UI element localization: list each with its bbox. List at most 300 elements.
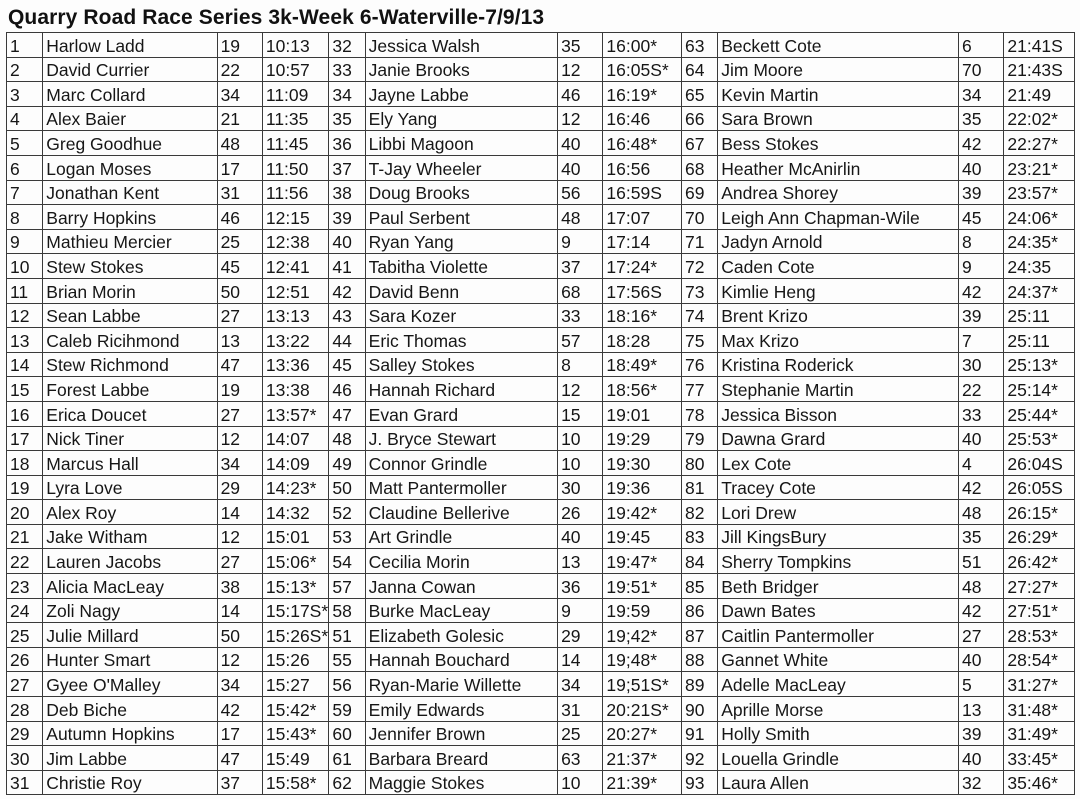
finish-time-cell: 15:01 (262, 524, 328, 549)
table-row (7, 33, 1075, 58)
finish-time-cell: 14:07 (262, 426, 328, 451)
runner-name-cell: Tracey Cote (718, 475, 959, 500)
runner-name-cell: Ely Yang (365, 106, 557, 131)
age-cell: 40 (959, 426, 1004, 451)
runner-name-cell: Andrea Shorey (718, 180, 959, 205)
runner-name-cell: Jonathan Kent (43, 180, 217, 205)
age-cell: 31 (558, 697, 603, 722)
place-cell: 76 (681, 352, 717, 377)
age-cell: 42 (217, 697, 262, 722)
age-cell: 51 (959, 549, 1004, 574)
runner-name-cell: Brian Morin (43, 278, 217, 303)
runner-name-cell: Logan Moses (43, 155, 217, 180)
runner-name-cell: Zoli Nagy (43, 598, 217, 623)
age-cell: 27 (217, 401, 262, 426)
place-cell: 91 (681, 721, 717, 746)
runner-name-cell: Brent Krizo (718, 303, 959, 328)
finish-time-cell: 19:01 (603, 401, 682, 426)
place-cell: 25 (7, 623, 43, 648)
runner-name-cell: Ryan Yang (365, 229, 557, 254)
place-cell: 5 (7, 131, 43, 156)
runner-name-cell: Stephanie Martin (718, 377, 959, 402)
finish-time-cell: 19:51* (603, 574, 682, 599)
runner-name-cell: Sean Labbe (43, 303, 217, 328)
finish-time-cell: 12:51 (262, 278, 328, 303)
table-row (7, 672, 1075, 697)
place-cell: 24 (7, 598, 43, 623)
age-cell: 21 (217, 106, 262, 131)
place-cell: 51 (329, 623, 365, 648)
runner-name-cell: Janie Brooks (365, 57, 557, 82)
age-cell: 17 (217, 721, 262, 746)
finish-time-cell: 28:54* (1004, 647, 1075, 672)
place-cell: 87 (681, 623, 717, 648)
runner-name-cell: Alex Baier (43, 106, 217, 131)
runner-name-cell: Heather McAnirlin (718, 155, 959, 180)
place-cell: 8 (7, 205, 43, 230)
runner-name-cell: Erica Doucet (43, 401, 217, 426)
table-row (7, 352, 1075, 377)
runner-name-cell: Forest Labbe (43, 377, 217, 402)
finish-time-cell: 26:42* (1004, 549, 1075, 574)
age-cell: 9 (959, 254, 1004, 279)
table-row (7, 697, 1075, 722)
runner-name-cell: Kimlie Heng (718, 278, 959, 303)
place-cell: 93 (681, 770, 717, 795)
finish-time-cell: 20:27* (603, 721, 682, 746)
table-row (7, 328, 1075, 353)
place-cell: 69 (681, 180, 717, 205)
runner-name-cell: Maggie Stokes (365, 770, 557, 795)
place-cell: 33 (329, 57, 365, 82)
age-cell: 39 (959, 303, 1004, 328)
runner-name-cell: Leigh Ann Chapman-Wile (718, 205, 959, 230)
finish-time-cell: 13:57* (262, 401, 328, 426)
age-cell: 12 (558, 106, 603, 131)
age-cell: 35 (959, 524, 1004, 549)
finish-time-cell: 18:56* (603, 377, 682, 402)
age-cell: 56 (558, 180, 603, 205)
place-cell: 22 (7, 549, 43, 574)
place-cell: 36 (329, 131, 365, 156)
age-cell: 48 (959, 574, 1004, 599)
results-table (6, 32, 1075, 795)
finish-time-cell: 15:06* (262, 549, 328, 574)
place-cell: 85 (681, 574, 717, 599)
runner-name-cell: Hunter Smart (43, 647, 217, 672)
place-cell: 81 (681, 475, 717, 500)
age-cell: 34 (959, 82, 1004, 107)
age-cell: 25 (558, 721, 603, 746)
finish-time-cell: 11:56 (262, 180, 328, 205)
place-cell: 46 (329, 377, 365, 402)
finish-time-cell: 19:29 (603, 426, 682, 451)
age-cell: 70 (959, 57, 1004, 82)
finish-time-cell: 12:41 (262, 254, 328, 279)
age-cell: 34 (558, 672, 603, 697)
runner-name-cell: Cecilia Morin (365, 549, 557, 574)
place-cell: 26 (7, 647, 43, 672)
place-cell: 30 (7, 746, 43, 771)
finish-time-cell: 16:00* (603, 33, 682, 58)
runner-name-cell: David Benn (365, 278, 557, 303)
place-cell: 16 (7, 401, 43, 426)
finish-time-cell: 25:13* (1004, 352, 1075, 377)
table-row (7, 524, 1075, 549)
age-cell: 57 (558, 328, 603, 353)
finish-time-cell: 12:15 (262, 205, 328, 230)
document-title: Quarry Road Race Series 3k-Week 6-Waterville-7/9/13 (8, 6, 545, 29)
runner-name-cell: Lyra Love (43, 475, 217, 500)
age-cell: 10 (558, 770, 603, 795)
runner-name-cell: Salley Stokes (365, 352, 557, 377)
table-row (7, 377, 1075, 402)
finish-time-cell: 35:46* (1004, 770, 1075, 795)
age-cell: 9 (558, 598, 603, 623)
finish-time-cell: 19:42* (603, 500, 682, 525)
finish-time-cell: 25:11 (1004, 328, 1075, 353)
age-cell: 15 (558, 401, 603, 426)
finish-time-cell: 19:59 (603, 598, 682, 623)
finish-time-cell: 15:42* (262, 697, 328, 722)
age-cell: 48 (959, 500, 1004, 525)
age-cell: 4 (959, 451, 1004, 476)
table-row (7, 131, 1075, 156)
age-cell: 30 (558, 475, 603, 500)
runner-name-cell: Gannet White (718, 647, 959, 672)
runner-name-cell: Jessica Bisson (718, 401, 959, 426)
place-cell: 64 (681, 57, 717, 82)
place-cell: 6 (7, 155, 43, 180)
place-cell: 79 (681, 426, 717, 451)
finish-time-cell: 15:26S* (262, 623, 328, 648)
age-cell: 8 (959, 229, 1004, 254)
runner-name-cell: Sara Kozer (365, 303, 557, 328)
age-cell: 39 (959, 180, 1004, 205)
finish-time-cell: 13:13 (262, 303, 328, 328)
place-cell: 60 (329, 721, 365, 746)
age-cell: 29 (558, 623, 603, 648)
finish-time-cell: 13:22 (262, 328, 328, 353)
runner-name-cell: Sara Brown (718, 106, 959, 131)
runner-name-cell: Lex Cote (718, 451, 959, 476)
age-cell: 12 (217, 426, 262, 451)
runner-name-cell: David Currier (43, 57, 217, 82)
place-cell: 84 (681, 549, 717, 574)
finish-time-cell: 16:48* (603, 131, 682, 156)
place-cell: 92 (681, 746, 717, 771)
runner-name-cell: Adelle MacLeay (718, 672, 959, 697)
finish-time-cell: 23:21* (1004, 155, 1075, 180)
runner-name-cell: Dawn Bates (718, 598, 959, 623)
runner-name-cell: Jadyn Arnold (718, 229, 959, 254)
finish-time-cell: 21:39* (603, 770, 682, 795)
finish-time-cell: 10:13 (262, 33, 328, 58)
place-cell: 41 (329, 254, 365, 279)
finish-time-cell: 26:04S (1004, 451, 1075, 476)
finish-time-cell: 19;51S* (603, 672, 682, 697)
table-row (7, 278, 1075, 303)
place-cell: 66 (681, 106, 717, 131)
place-cell: 38 (329, 180, 365, 205)
runner-name-cell: Hannah Richard (365, 377, 557, 402)
age-cell: 34 (217, 451, 262, 476)
table-row (7, 180, 1075, 205)
age-cell: 27 (217, 549, 262, 574)
runner-name-cell: Jill KingsBury (718, 524, 959, 549)
place-cell: 74 (681, 303, 717, 328)
finish-time-cell: 31:27* (1004, 672, 1075, 697)
age-cell: 7 (959, 328, 1004, 353)
place-cell: 78 (681, 401, 717, 426)
place-cell: 61 (329, 746, 365, 771)
runner-name-cell: Max Krizo (718, 328, 959, 353)
finish-time-cell: 25:44* (1004, 401, 1075, 426)
place-cell: 53 (329, 524, 365, 549)
age-cell: 10 (558, 426, 603, 451)
table-row (7, 721, 1075, 746)
age-cell: 40 (959, 746, 1004, 771)
place-cell: 45 (329, 352, 365, 377)
age-cell: 40 (558, 155, 603, 180)
age-cell: 13 (558, 549, 603, 574)
table-row (7, 623, 1075, 648)
age-cell: 26 (558, 500, 603, 525)
runner-name-cell: Paul Serbent (365, 205, 557, 230)
place-cell: 2 (7, 57, 43, 82)
runner-name-cell: Jake Witham (43, 524, 217, 549)
age-cell: 50 (217, 623, 262, 648)
age-cell: 17 (217, 155, 262, 180)
finish-time-cell: 11:09 (262, 82, 328, 107)
finish-time-cell: 13:38 (262, 377, 328, 402)
finish-time-cell: 25:11 (1004, 303, 1075, 328)
finish-time-cell: 14:09 (262, 451, 328, 476)
place-cell: 90 (681, 697, 717, 722)
runner-name-cell: Aprille Morse (718, 697, 959, 722)
place-cell: 83 (681, 524, 717, 549)
finish-time-cell: 18:49* (603, 352, 682, 377)
finish-time-cell: 17:56S (603, 278, 682, 303)
place-cell: 57 (329, 574, 365, 599)
finish-time-cell: 24:37* (1004, 278, 1075, 303)
table-row (7, 57, 1075, 82)
runner-name-cell: Autumn Hopkins (43, 721, 217, 746)
runner-name-cell: Evan Grard (365, 401, 557, 426)
age-cell: 12 (217, 524, 262, 549)
age-cell: 14 (558, 647, 603, 672)
table-row (7, 549, 1075, 574)
finish-time-cell: 16:56 (603, 155, 682, 180)
age-cell: 19 (217, 377, 262, 402)
finish-time-cell: 15:43* (262, 721, 328, 746)
table-row (7, 106, 1075, 131)
place-cell: 28 (7, 697, 43, 722)
runner-name-cell: Libbi Magoon (365, 131, 557, 156)
age-cell: 12 (558, 377, 603, 402)
table-row (7, 475, 1075, 500)
age-cell: 9 (558, 229, 603, 254)
runner-name-cell: Ryan-Marie Willette (365, 672, 557, 697)
table-row (7, 574, 1075, 599)
place-cell: 37 (329, 155, 365, 180)
finish-time-cell: 15:27 (262, 672, 328, 697)
age-cell: 5 (959, 672, 1004, 697)
runner-name-cell: Alicia MacLeay (43, 574, 217, 599)
table-row (7, 426, 1075, 451)
finish-time-cell: 16:46 (603, 106, 682, 131)
runner-name-cell: J. Bryce Stewart (365, 426, 557, 451)
finish-time-cell: 26:29* (1004, 524, 1075, 549)
runner-name-cell: Kristina Roderick (718, 352, 959, 377)
age-cell: 25 (217, 229, 262, 254)
finish-time-cell: 26:05S (1004, 475, 1075, 500)
runner-name-cell: Stew Richmond (43, 352, 217, 377)
runner-name-cell: Marc Collard (43, 82, 217, 107)
runner-name-cell: Doug Brooks (365, 180, 557, 205)
runner-name-cell: Mathieu Mercier (43, 229, 217, 254)
age-cell: 40 (558, 524, 603, 549)
finish-time-cell: 31:48* (1004, 697, 1075, 722)
finish-time-cell: 10:57 (262, 57, 328, 82)
finish-time-cell: 11:35 (262, 106, 328, 131)
place-cell: 29 (7, 721, 43, 746)
runner-name-cell: Caitlin Pantermoller (718, 623, 959, 648)
finish-time-cell: 33:45* (1004, 746, 1075, 771)
runner-name-cell: Gyee O'Malley (43, 672, 217, 697)
place-cell: 50 (329, 475, 365, 500)
table-row (7, 401, 1075, 426)
age-cell: 13 (959, 697, 1004, 722)
finish-time-cell: 23:57* (1004, 180, 1075, 205)
table-row (7, 746, 1075, 771)
place-cell: 63 (681, 33, 717, 58)
place-cell: 34 (329, 82, 365, 107)
age-cell: 34 (217, 672, 262, 697)
finish-time-cell: 18:28 (603, 328, 682, 353)
runner-name-cell: T-Jay Wheeler (365, 155, 557, 180)
table-row (7, 254, 1075, 279)
runner-name-cell: Tabitha Violette (365, 254, 557, 279)
place-cell: 77 (681, 377, 717, 402)
age-cell: 6 (959, 33, 1004, 58)
finish-time-cell: 14:23* (262, 475, 328, 500)
place-cell: 58 (329, 598, 365, 623)
runner-name-cell: Barry Hopkins (43, 205, 217, 230)
place-cell: 44 (329, 328, 365, 353)
place-cell: 35 (329, 106, 365, 131)
age-cell: 68 (558, 278, 603, 303)
age-cell: 27 (217, 303, 262, 328)
finish-time-cell: 16:59S (603, 180, 682, 205)
place-cell: 52 (329, 500, 365, 525)
table-row (7, 770, 1075, 795)
finish-time-cell: 15:26 (262, 647, 328, 672)
finish-time-cell: 15:13* (262, 574, 328, 599)
finish-time-cell: 21:43S (1004, 57, 1075, 82)
place-cell: 39 (329, 205, 365, 230)
runner-name-cell: Lori Drew (718, 500, 959, 525)
finish-time-cell: 19;42* (603, 623, 682, 648)
place-cell: 49 (329, 451, 365, 476)
age-cell: 34 (217, 82, 262, 107)
runner-name-cell: Eric Thomas (365, 328, 557, 353)
table-row (7, 82, 1075, 107)
age-cell: 47 (217, 746, 262, 771)
runner-name-cell: Louella Grindle (718, 746, 959, 771)
runner-name-cell: Laura Allen (718, 770, 959, 795)
finish-time-cell: 26:15* (1004, 500, 1075, 525)
runner-name-cell: Lauren Jacobs (43, 549, 217, 574)
age-cell: 13 (217, 328, 262, 353)
place-cell: 40 (329, 229, 365, 254)
age-cell: 22 (959, 377, 1004, 402)
place-cell: 73 (681, 278, 717, 303)
runner-name-cell: Matt Pantermoller (365, 475, 557, 500)
age-cell: 42 (959, 278, 1004, 303)
runner-name-cell: Deb Biche (43, 697, 217, 722)
place-cell: 23 (7, 574, 43, 599)
age-cell: 33 (558, 303, 603, 328)
age-cell: 33 (959, 401, 1004, 426)
place-cell: 88 (681, 647, 717, 672)
place-cell: 18 (7, 451, 43, 476)
age-cell: 42 (959, 598, 1004, 623)
age-cell: 42 (959, 475, 1004, 500)
place-cell: 12 (7, 303, 43, 328)
runner-name-cell: Jayne Labbe (365, 82, 557, 107)
table-row (7, 451, 1075, 476)
place-cell: 14 (7, 352, 43, 377)
finish-time-cell: 19:47* (603, 549, 682, 574)
place-cell: 82 (681, 500, 717, 525)
table-row (7, 205, 1075, 230)
runner-name-cell: Caden Cote (718, 254, 959, 279)
runner-name-cell: Art Grindle (365, 524, 557, 549)
place-cell: 59 (329, 697, 365, 722)
runner-name-cell: Alex Roy (43, 500, 217, 525)
place-cell: 62 (329, 770, 365, 795)
runner-name-cell: Kevin Martin (718, 82, 959, 107)
finish-time-cell: 12:38 (262, 229, 328, 254)
runner-name-cell: Dawna Grard (718, 426, 959, 451)
runner-name-cell: Hannah Bouchard (365, 647, 557, 672)
finish-time-cell: 25:53* (1004, 426, 1075, 451)
age-cell: 30 (959, 352, 1004, 377)
runner-name-cell: Barbara Breard (365, 746, 557, 771)
finish-time-cell: 15:49 (262, 746, 328, 771)
runner-name-cell: Jessica Walsh (365, 33, 557, 58)
age-cell: 37 (217, 770, 262, 795)
runner-name-cell: Beckett Cote (718, 33, 959, 58)
place-cell: 9 (7, 229, 43, 254)
place-cell: 75 (681, 328, 717, 353)
finish-time-cell: 22:27* (1004, 131, 1075, 156)
place-cell: 4 (7, 106, 43, 131)
place-cell: 3 (7, 82, 43, 107)
age-cell: 40 (558, 131, 603, 156)
age-cell: 50 (217, 278, 262, 303)
runner-name-cell: Elizabeth Golesic (365, 623, 557, 648)
runner-name-cell: Nick Tiner (43, 426, 217, 451)
finish-time-cell: 19:30 (603, 451, 682, 476)
place-cell: 65 (681, 82, 717, 107)
runner-name-cell: Christie Roy (43, 770, 217, 795)
age-cell: 37 (558, 254, 603, 279)
place-cell: 47 (329, 401, 365, 426)
table-row (7, 229, 1075, 254)
age-cell: 22 (217, 57, 262, 82)
